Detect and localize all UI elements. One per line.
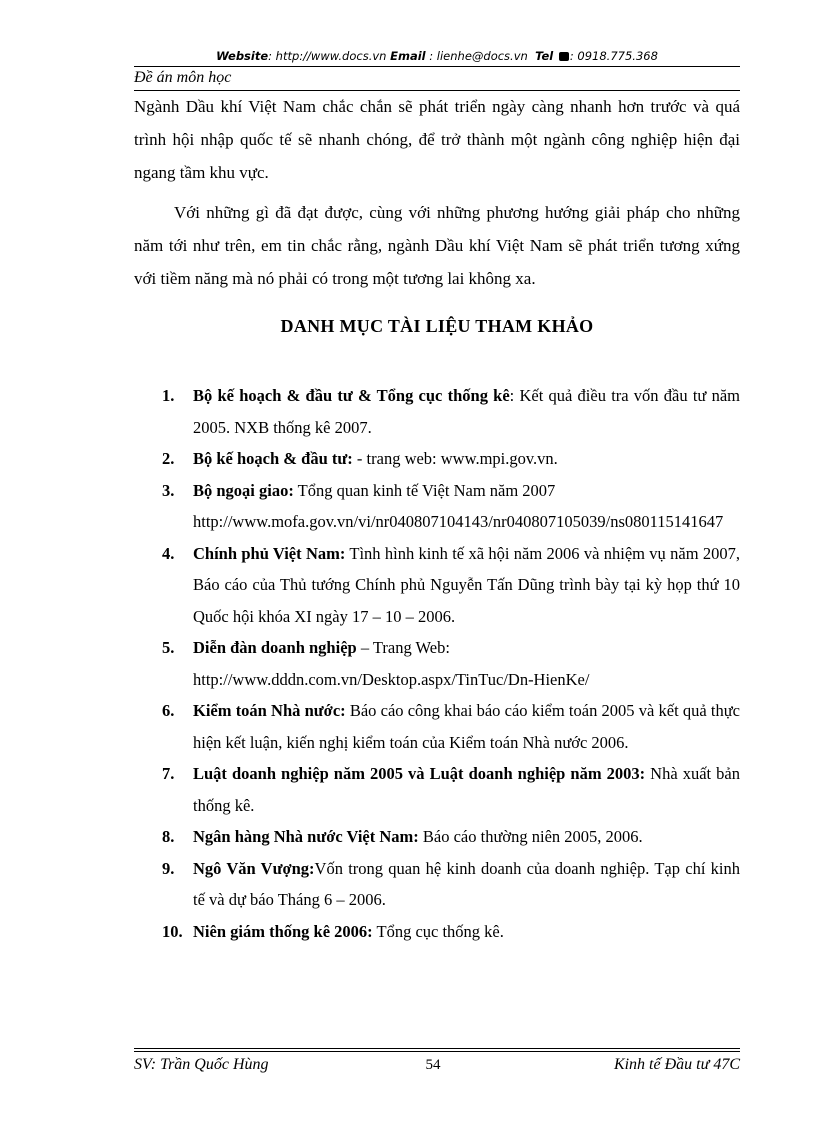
reference-item — [134, 916, 740, 948]
reference-author: Chính phủ Việt Nam: — [193, 543, 346, 563]
tel-label: Tel — [535, 49, 554, 63]
page-number: 54 — [425, 1057, 441, 1073]
reference-item — [134, 758, 740, 821]
reference-author: Bộ ngoại giao: — [193, 480, 294, 500]
header-title: Đề án môn học — [134, 69, 232, 86]
reference-author: Diễn đàn doanh nghiệp — [193, 638, 357, 657]
website-label: Website — [216, 49, 269, 63]
reference-author: Ngô Văn Vượng: — [193, 858, 315, 878]
reference-author: Ngân hàng Nhà nước Việt Nam: — [193, 827, 419, 846]
reference-author: Bộ kế hoạch & đầu tư & Tổng cục thống kê — [193, 386, 510, 405]
footer-class: Kinh tế Đầu tư 47C — [613, 1056, 740, 1073]
reference-number: 7. — [162, 764, 175, 783]
footer-divider — [134, 1048, 740, 1049]
references-title: DANH MỤC TÀI LIỆU THAM KHẢO — [280, 316, 594, 336]
header-contact-line — [134, 48, 740, 64]
reference-number: 1. — [162, 386, 175, 405]
reference-text: Vốn trong quan hệ kinh doanh của doanh nghiệp. Tạp chí kinh tế và dự báo Tháng 6 – 2006. — [193, 858, 740, 909]
reference-item — [134, 443, 740, 475]
reference-text: Tổng quan kinh tế Việt Nam năm 2007 — [293, 480, 556, 500]
reference-author: Luật doanh nghiệp năm 2005 và Luật doanh nghiệp năm 2003: — [193, 764, 646, 783]
reference-url: http://www.dddn.com.vn/Desktop.aspx/TinTuc/Dn-HienKe/ — [193, 669, 590, 689]
reference-number: 10. — [162, 921, 183, 941]
references-list — [134, 380, 740, 947]
reference-text: – Trang Web: — [356, 638, 450, 657]
reference-number: 2. — [162, 449, 175, 468]
tel-value: : 0918.775.368 — [569, 49, 658, 63]
email-label: Email — [390, 49, 426, 63]
reference-number: 5. — [162, 638, 175, 657]
reference-author: Niên giám thống kê 2006: — [193, 921, 373, 941]
reference-number: 6. — [162, 701, 175, 720]
phone-icon — [559, 52, 569, 61]
reference-number: 9. — [162, 858, 175, 878]
email-value: : lienhe@docs.vn — [429, 49, 528, 63]
reference-text: Tình hình kinh tế xã hội năm 2006 và nhiệm vụ năm 2007, Báo cáo của Thủ tướng Chính phủ Nguyễn Tấn Dũng trình bày tại kỳ họp thứ 10 Quốc hội khóa XI ngày 17 – 10 – 2006. — [193, 543, 740, 626]
reference-author: Kiểm toán Nhà nước: — [193, 701, 346, 720]
reference-item — [134, 632, 740, 695]
reference-text: - trang web: www.mpi.gov.vn. — [352, 449, 558, 468]
reference-item — [134, 695, 740, 758]
reference-number: 3. — [162, 480, 175, 500]
reference-item — [134, 380, 740, 443]
reference-url: http://www.mofa.gov.vn/vi/nr040807104143/nr040807105039/ns080115141647 — [193, 512, 724, 531]
reference-text: Tổng cục thống kê. — [372, 921, 504, 941]
reference-text: Nhà xuất bản thống kê. — [193, 764, 740, 815]
footer-divider-secondary — [134, 1051, 740, 1052]
paragraph-1: Ngành Dầu khí Việt Nam chắc chắn sẽ phát triển ngày càng nhanh hơn trước và quá trình hội nhập quốc tế sẽ nhanh chóng, để trở thành một ngành công nghiệp hiện đại ngang tầm khu vực. — [134, 97, 740, 182]
reference-number: 4. — [162, 543, 175, 563]
reference-item — [134, 853, 740, 916]
reference-text: Báo cáo công khai báo cáo kiểm toán 2005 và kết quả thực hiện kết luận, kiến nghị kiểm toán của Kiểm toán Nhà nước 2006. — [193, 701, 740, 752]
website-value: : http://www.docs.vn — [268, 49, 387, 63]
reference-item — [134, 475, 740, 538]
reference-item — [134, 538, 740, 633]
paragraph-2: Với những gì đã đạt được, cùng với những phương hướng giải pháp cho những năm tới như trên, em tin chắc rằng, ngành Dầu khí Việt Nam sẽ phát triển tương xứng với tiềm năng mà nó phải có trong một tương lai không xa. — [134, 203, 740, 288]
reference-author: Bộ kế hoạch & đầu tư: — [193, 449, 353, 468]
reference-text: : Kết quả điều tra vốn đầu tư năm 2005. NXB thống kê 2007. — [193, 386, 740, 437]
footer-student: SV: Trần Quốc Hùng — [134, 1056, 269, 1073]
reference-text: Báo cáo thường niên 2005, 2006. — [418, 827, 643, 846]
reference-number: 8. — [162, 827, 175, 846]
reference-item — [134, 821, 740, 853]
